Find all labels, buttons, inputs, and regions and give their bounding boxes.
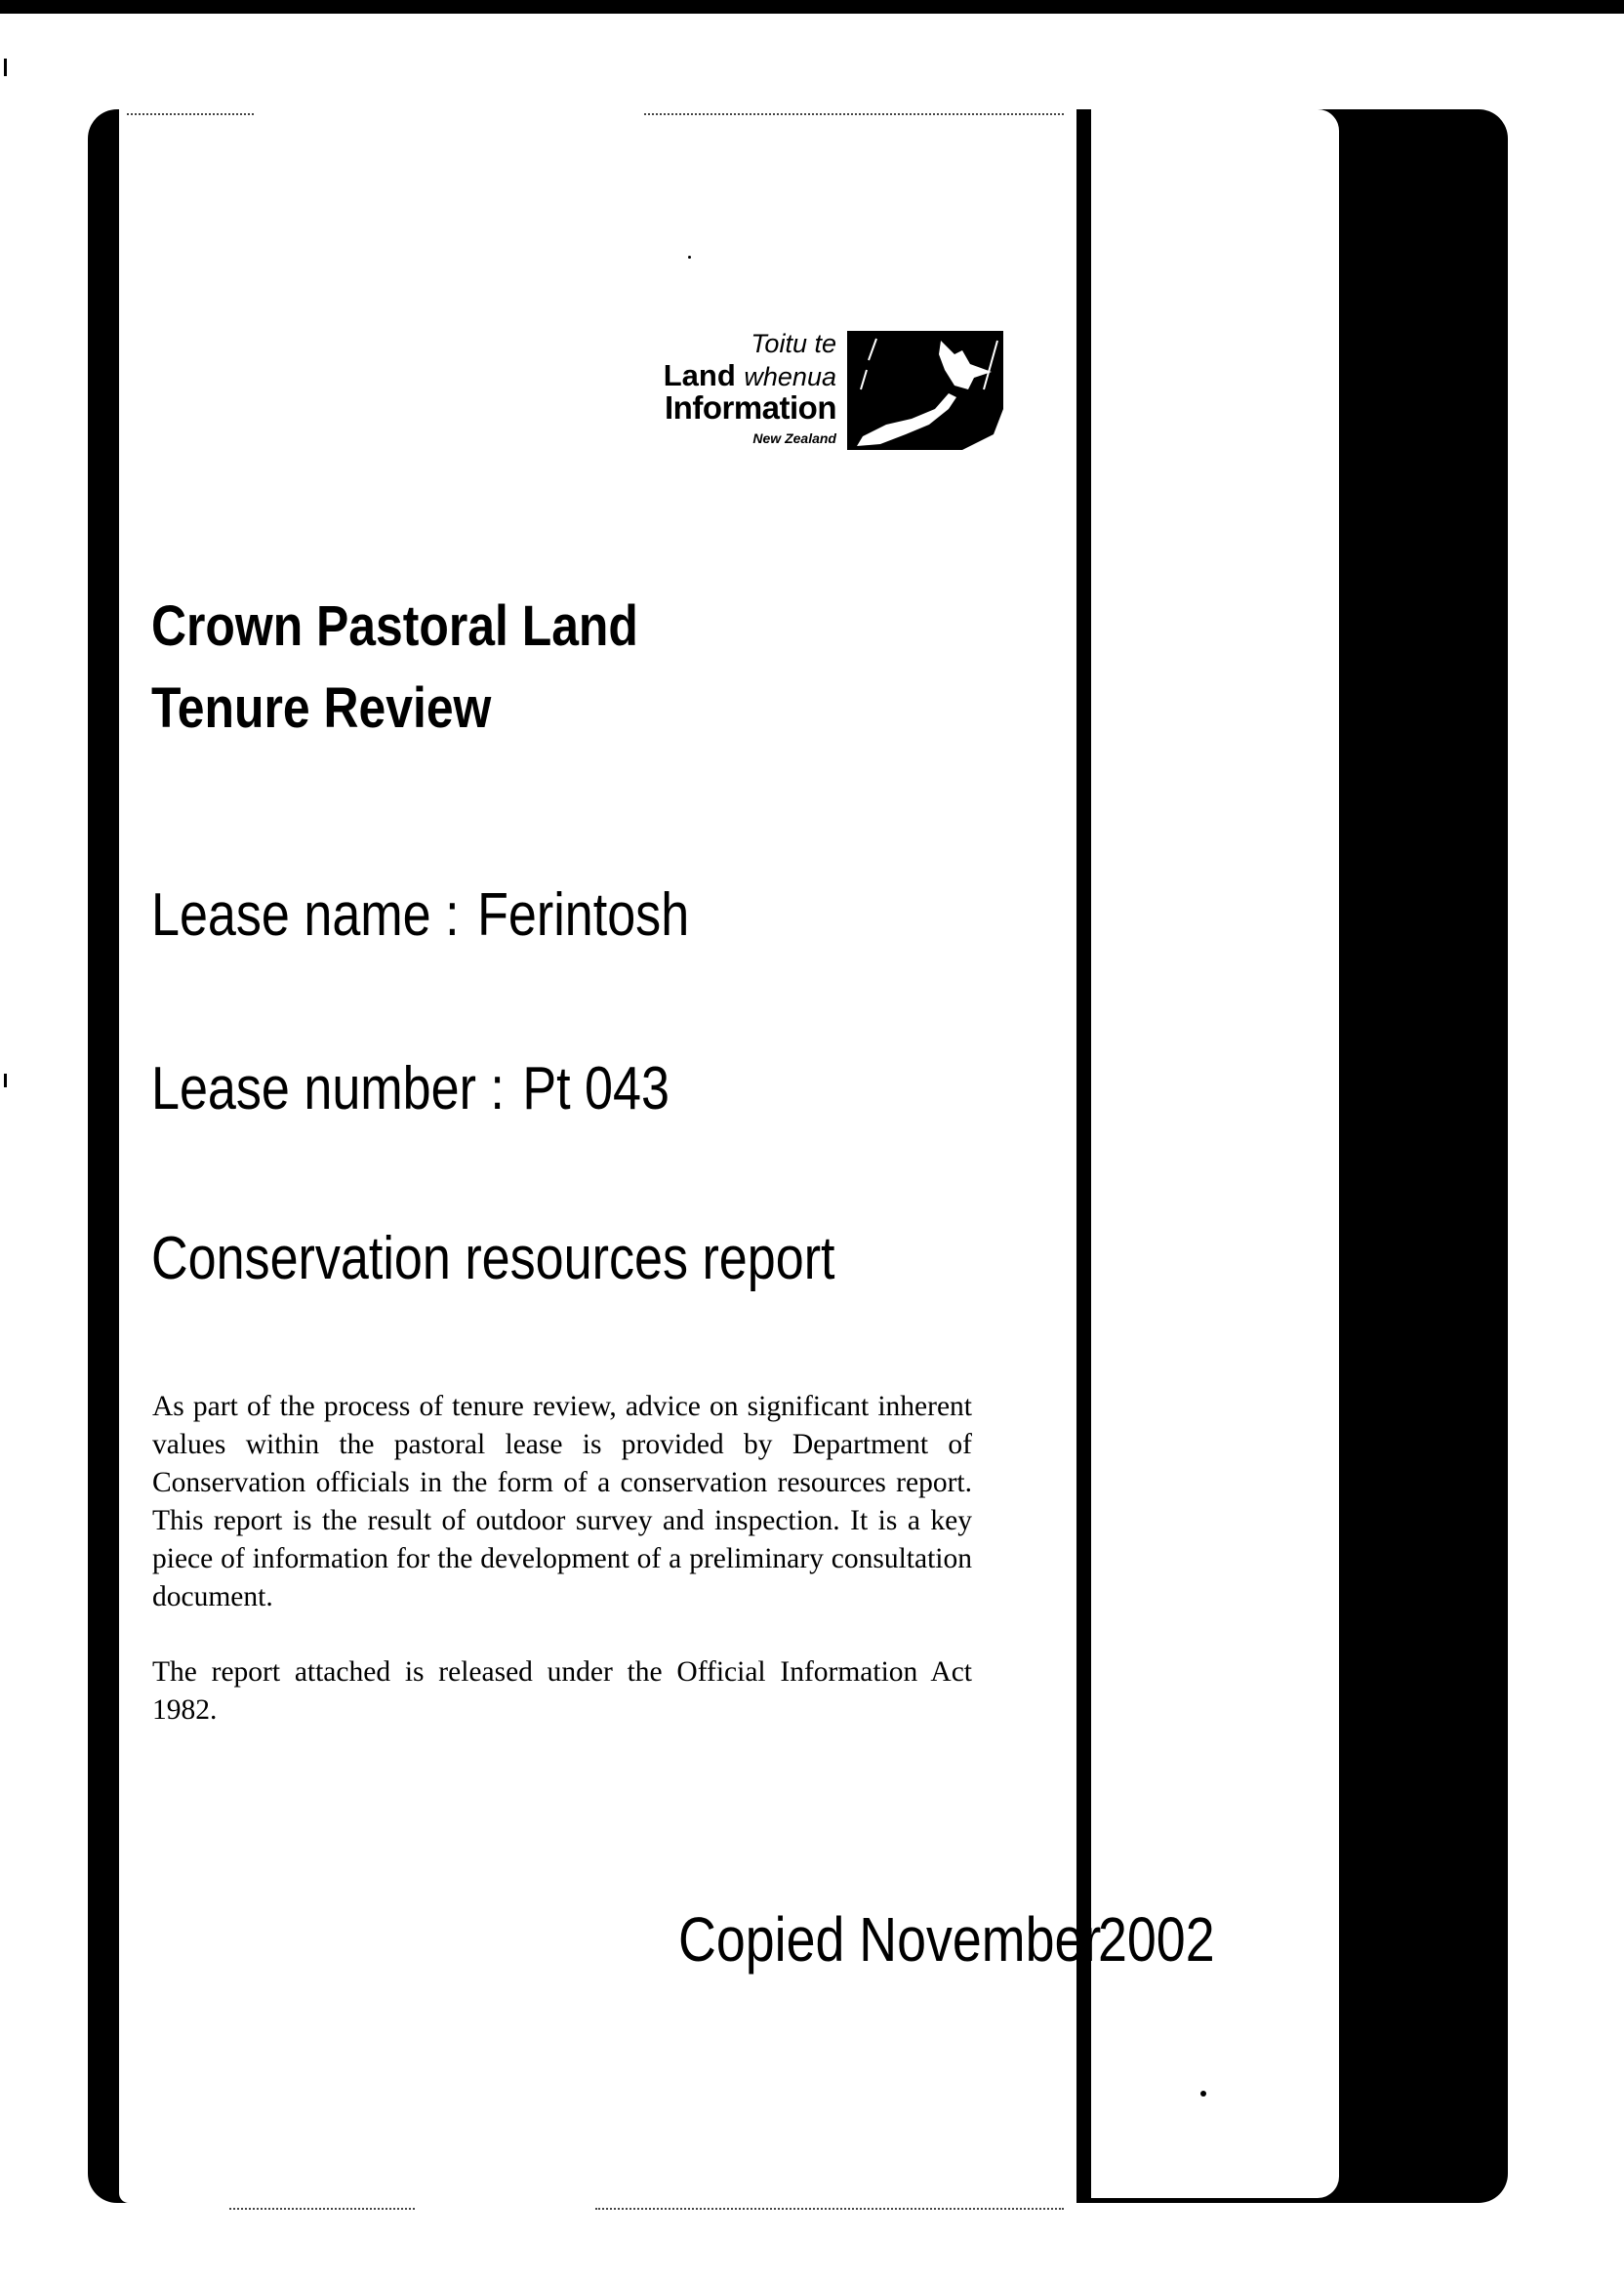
document-title-line2: Tenure Review xyxy=(151,676,492,740)
scan-dash-line xyxy=(229,2208,415,2210)
lease-name-row xyxy=(151,880,689,950)
linz-logo xyxy=(656,325,1007,450)
report-title: Conservation resources report xyxy=(151,1225,835,1292)
scan-speck xyxy=(688,256,691,259)
scan-top-border xyxy=(0,0,1624,14)
lease-name-label: Lease name : xyxy=(151,881,460,949)
copied-year: 2002 xyxy=(1098,1904,1215,1975)
logo-information: Information xyxy=(665,389,836,426)
logo-land-row xyxy=(664,360,836,390)
right-margin-strip xyxy=(1091,109,1339,2198)
logo-new-zealand: New Zealand xyxy=(752,430,836,446)
release-paragraph: The report attached is released under the Official Information Act 1982. xyxy=(152,1656,972,1726)
lease-number-row xyxy=(151,1054,670,1123)
lease-number-value: Pt 043 xyxy=(522,1055,670,1122)
new-zealand-map-icon xyxy=(847,331,1003,450)
logo-toitu-te: Toitu te xyxy=(751,329,836,358)
logo-whenua: whenua xyxy=(744,362,836,391)
lease-name-value: Ferintosh xyxy=(477,881,690,949)
scan-dash-line xyxy=(127,113,254,115)
scan-dash-line xyxy=(644,113,1064,115)
scan-edge-mark xyxy=(4,59,7,76)
vertical-divider xyxy=(1076,109,1091,2203)
scan-speck xyxy=(1200,2091,1206,2097)
copied-label: Copied November xyxy=(678,1904,1102,1975)
scan-edge-mark xyxy=(4,1074,7,1087)
intro-paragraph: As part of the process of tenure review, advice on significant inherent values within the pastoral lease is provided by Department of Conservation officials in the form of a conservation resources report. This report is the result of outdoor survey and inspection. It is a key piece of information for the development of a preliminary consultation document. xyxy=(152,1391,972,1612)
logo-land: Land xyxy=(663,358,736,392)
scan-dash-line xyxy=(595,2208,1064,2210)
document-title-line1: Crown Pastoral Land xyxy=(151,594,638,658)
lease-number-label: Lease number : xyxy=(151,1055,505,1122)
